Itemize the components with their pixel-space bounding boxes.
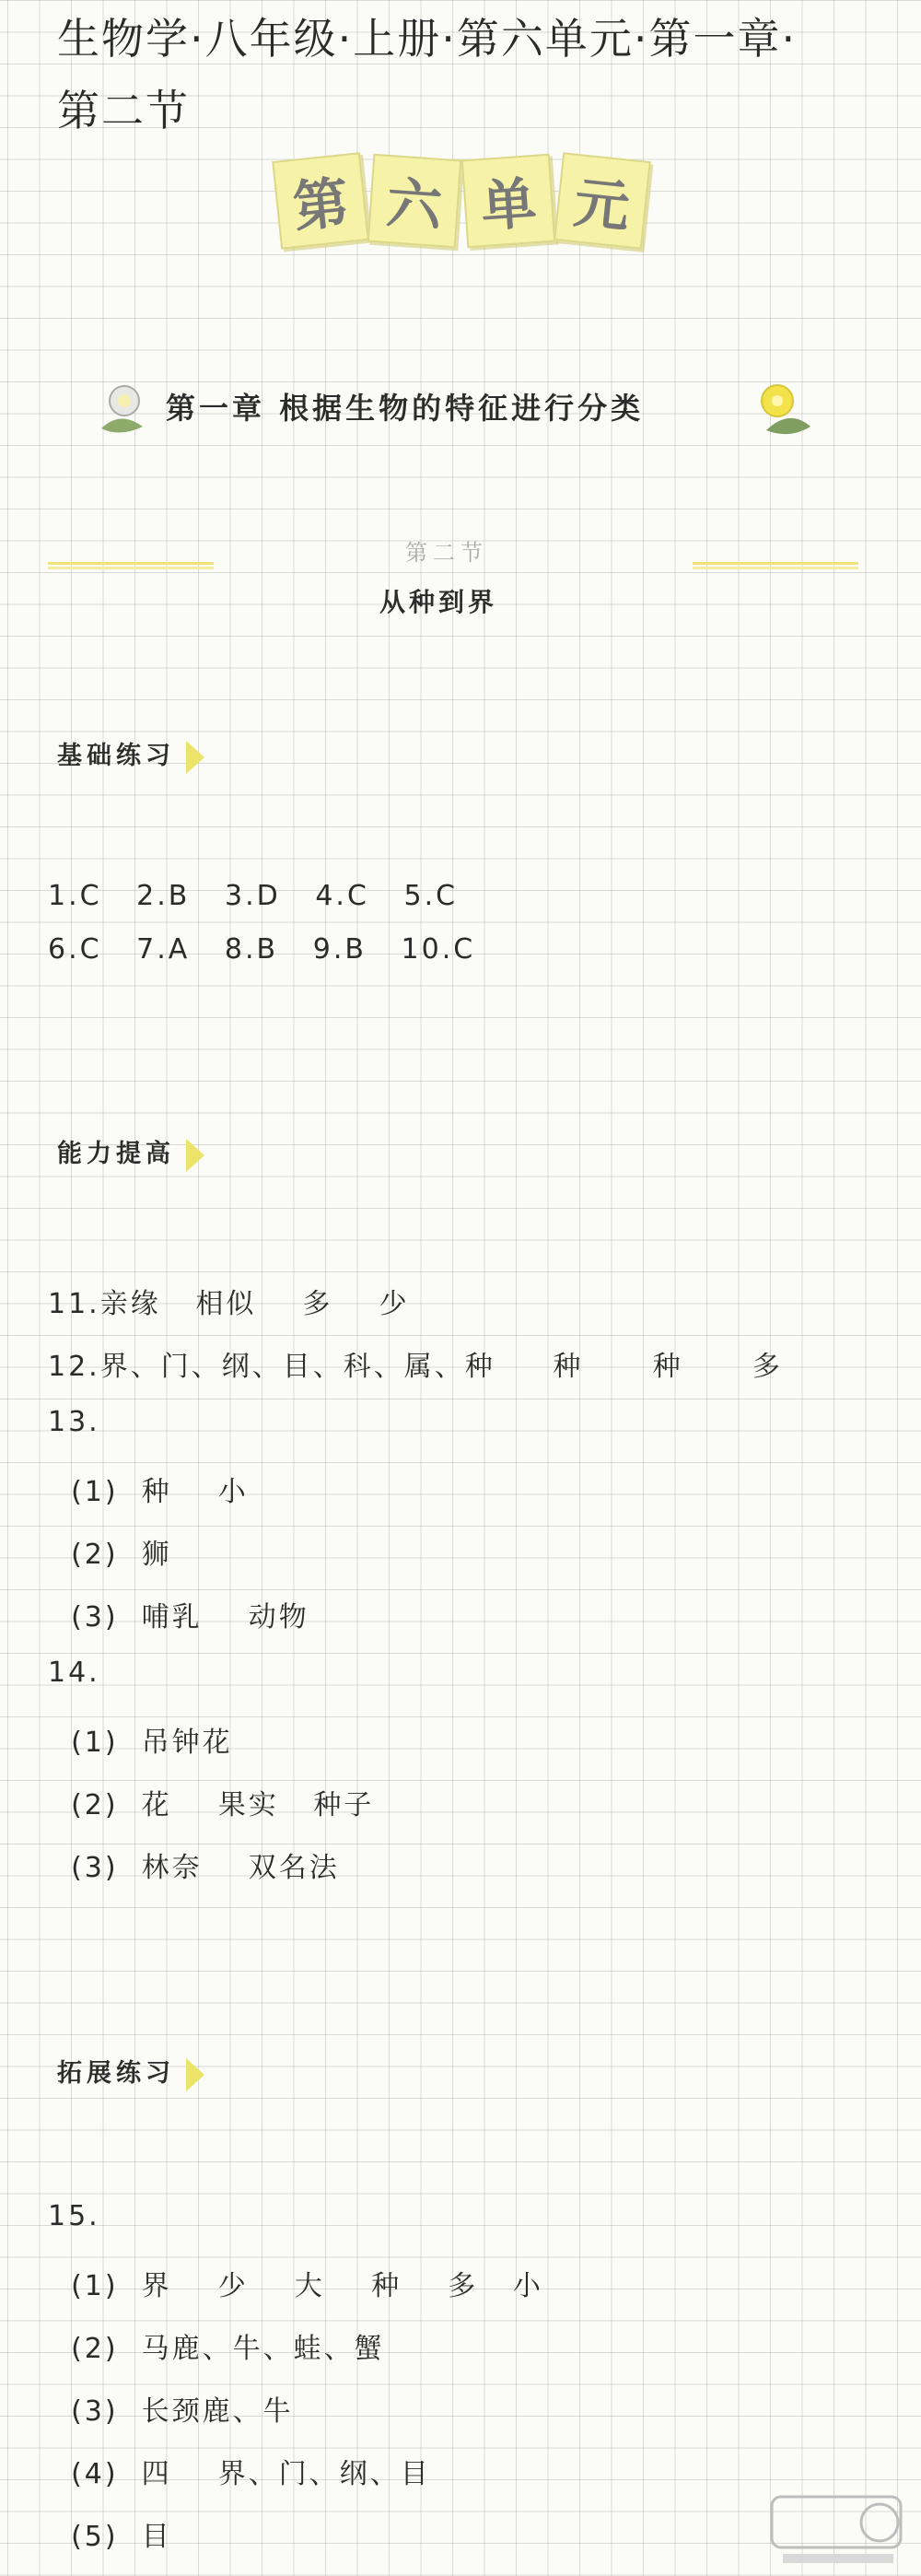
basic-answers-row2: 6.C 7.A 8.B 9.B 10.C: [48, 933, 476, 966]
extension-heading-label: 拓展练习: [57, 2059, 175, 2088]
ability-line: 12.界、门、纲、目、科、属、种 种 种 多: [48, 1351, 783, 1383]
ability-line: (2) 狮: [48, 1539, 172, 1571]
extension-line: (3) 长颈鹿、牛: [48, 2395, 294, 2428]
ability-line: 14.: [48, 1657, 100, 1689]
section-title: 从种到界: [379, 587, 498, 617]
ability-line: (1) 吊钟花: [48, 1727, 233, 1759]
watermark-logo-icon: [764, 2488, 912, 2570]
extension-line: (4) 四 界、门、纲、目: [48, 2458, 431, 2490]
extension-line: 15.: [48, 2200, 100, 2232]
ability-line: 11.亲缘 相似 多 少: [48, 1288, 410, 1320]
section-deco-right: [693, 562, 858, 569]
chapter-title: 第一章 根据生物的特征进行分类: [166, 391, 645, 426]
basic-heading: [57, 735, 204, 774]
ability-line: (2) 花 果实 种子: [48, 1789, 375, 1821]
ability-line: (3) 林奈 双名法: [48, 1852, 340, 1884]
ability-line: (1) 种 小: [48, 1476, 249, 1508]
section-deco-left: [48, 562, 214, 569]
unit-char-2: 六: [367, 154, 461, 248]
ability-heading: [57, 1133, 204, 1172]
ability-heading-label: 能力提高: [57, 1140, 175, 1168]
flower-left-icon: [92, 373, 157, 438]
unit-banner: [276, 157, 645, 267]
basic-answers-row1: 1.C 2.B 3.D 4.C 5.C: [48, 880, 459, 912]
unit-char-1: 第: [272, 152, 369, 250]
chevron-right-icon: [186, 741, 204, 774]
section-label: 第二节: [405, 540, 488, 566]
unit-char-3: 单: [461, 154, 555, 248]
header-title-line1: 生物学·八年级·上册·第六单元·第一章·: [57, 14, 798, 64]
basic-heading-label: 基础练习: [57, 742, 175, 770]
flower-right-icon: [748, 373, 812, 438]
ability-line: 13.: [48, 1406, 100, 1438]
ability-line: (3) 哺乳 动物: [48, 1601, 309, 1633]
unit-char-4: 元: [554, 152, 651, 250]
extension-line: (1) 界 少 大 种 多 小: [48, 2270, 543, 2302]
extension-heading: [57, 2053, 204, 2091]
chevron-right-icon: [186, 2058, 204, 2091]
header-title-line2: 第二节: [57, 86, 190, 135]
extension-line: (2) 马鹿、牛、蛙、蟹: [48, 2333, 385, 2365]
extension-line: (5) 目: [48, 2521, 172, 2553]
chevron-right-icon: [186, 1139, 204, 1172]
